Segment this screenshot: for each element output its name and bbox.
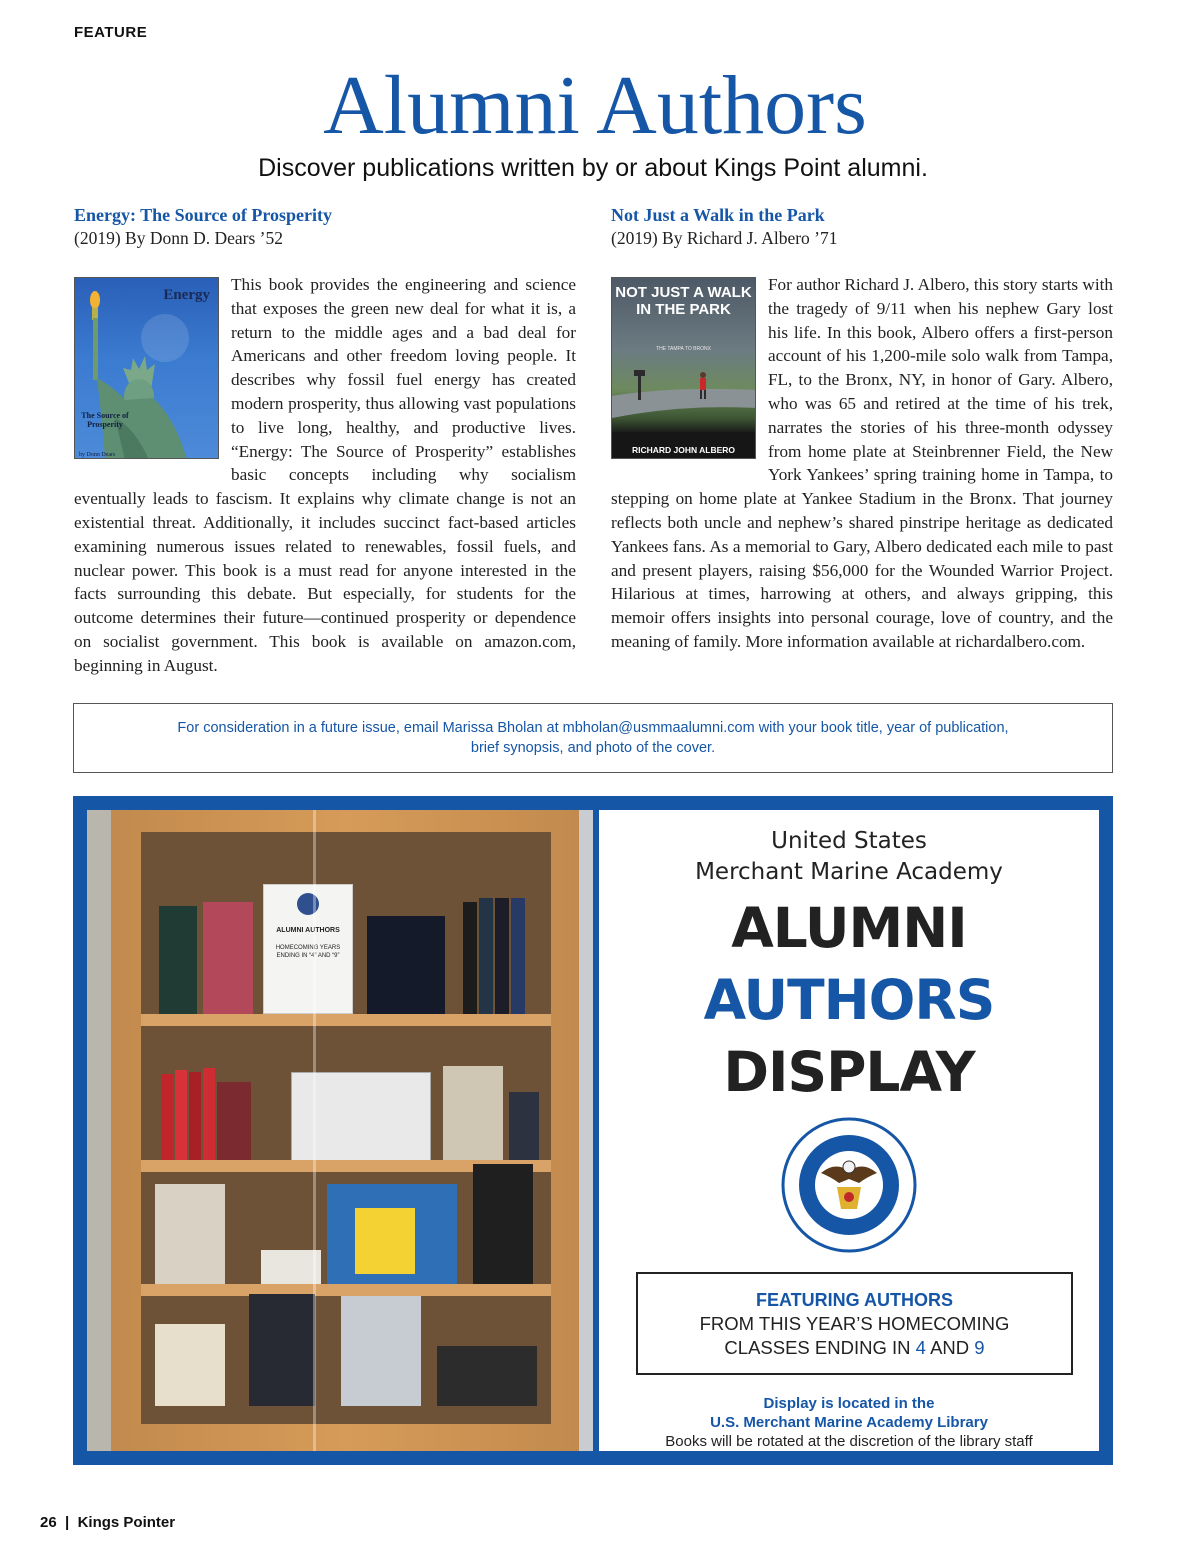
sign-subtitle: HOMECOMING YEARS ENDING IN “4” AND “9” — [275, 945, 341, 959]
book-description-text: For author Richard J. Albero, this story starts with the tragedy of 9/11 when his nephew Gary lost his life. In this book, Albero offers a first-person account of his 1,200-mile solo walk from Tampa, FL, to the Bronx, NY, in honor of Gary. Albero, who was 65 and retired at the time of his trek, narrates the stories of his three-month odyssey from home plate at Steinbrenner Field, the New York Yankees’ spring training home in Tampa, to stepping on home plate at Yankee Stadium in the Bronx. That journey reflects both uncle and nephew’s shared pinstripe heritage as dedicated Yankees fans. As a memorial to Gary, Albero dedicated each mile to past and present players, raising $56,000 for the Wounded Warrior Project. Hilarious at times, harrowing at others, and always gripping, this memoir offers insights into personal courage, love of country, and the meaning of family. More information available at richardalbero.com. — [611, 275, 1113, 651]
featuring-authors-box — [636, 1272, 1073, 1375]
book — [155, 1184, 225, 1284]
book — [355, 1208, 415, 1274]
rotation-note: Books will be rotated at the discretion of the library staff — [665, 1433, 1033, 1450]
usmma-alumni-seal-icon — [781, 1117, 917, 1253]
location-info — [599, 1394, 1099, 1451]
book — [509, 1092, 539, 1162]
page-subtitle: Discover publications written by or about Kings Point alumni. — [258, 154, 928, 182]
shelf — [141, 1014, 551, 1026]
book-title: Not Just a Walk in the Park — [611, 205, 825, 225]
publication-name: Kings Pointer — [77, 1514, 176, 1531]
cover-subtitle: The Source of Prosperity — [81, 411, 129, 429]
featuring-line2: FROM THIS YEAR’S HOMECOMING — [699, 1312, 1010, 1334]
book — [249, 1294, 315, 1406]
book — [159, 906, 197, 1014]
book — [367, 916, 445, 1014]
alumni-authors-sign — [263, 884, 353, 1014]
cover-title: NOT JUST A WALK IN THE PARK — [615, 284, 752, 319]
cover-author: by Donn Dears — [79, 452, 116, 459]
section-label: FEATURE — [74, 24, 148, 41]
display-heading-alumni: ALUMNI — [731, 896, 967, 960]
book — [511, 898, 525, 1014]
class-digit-b: 9 — [974, 1336, 985, 1358]
glass-door-seam — [313, 810, 316, 1451]
shelf — [141, 1284, 551, 1296]
book — [437, 1346, 537, 1406]
book — [217, 1082, 251, 1164]
book-entry-energy — [74, 204, 576, 678]
book — [443, 1066, 503, 1162]
display-heading-display: DISPLAY — [723, 1040, 975, 1104]
cover-title: Energy — [163, 287, 210, 304]
book — [473, 1164, 533, 1284]
book — [161, 1074, 173, 1164]
book — [203, 1068, 215, 1164]
book — [175, 1070, 187, 1164]
bookcase-interior — [141, 832, 551, 1424]
book-description — [74, 273, 576, 678]
binder — [291, 1072, 431, 1162]
photo-wall-left — [87, 810, 111, 1451]
book — [261, 1250, 321, 1284]
book-description — [611, 273, 1113, 654]
book-title: Energy: The Source of Prosperity — [74, 205, 332, 225]
featuring-heading: FEATURING AUTHORS — [756, 1289, 953, 1310]
display-cabinet-photo — [87, 810, 593, 1451]
book-description-text: This book provides the engineering and science that exposes the green new deal for what it is, a return to the middle ages and a bad deal for Americans and other freedom loving people. It describes why fossil fuel energy has created modern prosperity, thus allowing vast populations to live long, healthy, and productive lives. “Energy: The Source of Prosperity” establishes basic concepts including why socialism eventually leads to fascism. It explains why climate change is not an existential threat. Additionally, it includes succinct fact-based articles examining numerous issues related to renewables, fossil fuels, and nuclear power. This book is a must read for anyone interested in the facts surrounding this debate. But especially, for students for the outcome determines their future—continued prosperity or dependence on socialist government. This book is available on amazon.com, beginning in August. — [74, 275, 576, 675]
cover-tagline: THE TAMPA TO BRONX — [656, 346, 711, 353]
book — [155, 1324, 225, 1406]
sign-title: ALUMNI AUTHORS — [276, 927, 340, 934]
photo-wall-right — [579, 810, 593, 1451]
org-name-line2: Merchant Marine Academy — [695, 859, 1003, 885]
book-byline: (2019) By Richard J. Albero ’71 — [611, 228, 838, 249]
book-cover-energy — [74, 277, 219, 459]
book-entry-walk-in-the-park — [611, 204, 1113, 654]
display-heading-authors: AUTHORS — [703, 968, 995, 1032]
footer-separator: | — [65, 1514, 70, 1531]
alumni-authors-display-ad — [73, 796, 1113, 1465]
page-number: 26 — [40, 1514, 57, 1531]
book — [479, 898, 493, 1014]
submission-note-box — [73, 703, 1113, 773]
location-line1: Display is located in the — [763, 1395, 935, 1412]
page-title: Alumni Authors — [323, 59, 867, 152]
featuring-line3: CLASSES ENDING IN 4 AND 9 — [724, 1336, 985, 1358]
display-info-panel — [599, 810, 1099, 1451]
book-cover-walk — [611, 277, 756, 459]
class-digit-a: 4 — [915, 1336, 926, 1358]
bookcase — [111, 810, 581, 1451]
submission-note: For consideration in a future issue, email Marissa Bholan at mbholan@usmmaalumni.com with your book title, year of publication, brief synopsis, and photo of the cover. — [177, 720, 1009, 756]
org-name-line1: United States — [771, 828, 927, 854]
page-footer — [40, 1514, 175, 1531]
cover-author: RICHARD JOHN ALBERO — [612, 432, 755, 458]
location-line2: U.S. Merchant Marine Academy Library — [710, 1414, 988, 1431]
book — [341, 1296, 421, 1406]
book — [189, 1072, 201, 1164]
book — [495, 898, 509, 1014]
book-byline: (2019) By Donn D. Dears ’52 — [74, 228, 283, 249]
book — [203, 902, 253, 1014]
book — [463, 902, 477, 1014]
